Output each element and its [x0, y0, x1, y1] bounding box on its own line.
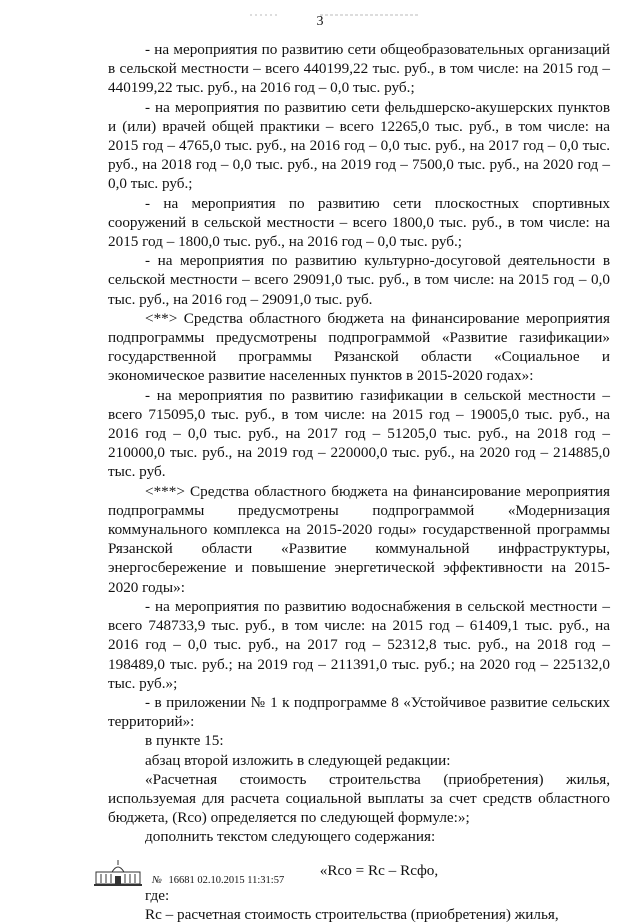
- paragraph-last-line: Rc – расчетная стоимость строительства (приобретения) жилья,: [145, 905, 559, 923]
- paragraph-calculated-cost: «Расчетная стоимость строительства (приобретения) жилья, используемая для расчета социальной выплаты за счет средств областного бюджета, (Rco) определяется по следующей формуле:»;: [108, 770, 610, 827]
- document-body: [108, 40, 610, 924]
- paragraph-second-abzac: абзац второй изложить в следующей редакции:: [145, 751, 451, 769]
- page-number: 3: [316, 14, 324, 29]
- paragraph-supplement: дополнить текстом следующего содержания:: [145, 828, 436, 846]
- paragraph-schools: - на мероприятия по развитию сети общеобразовательных организаций в сельской местности – всего 440199,22 тыс. руб., в том числе: на 2015 год – 440199,22 тыс. руб., на 2016 год – 0,0 тыс. руб.;: [108, 41, 610, 97]
- paragraph-appendix: - в приложении № 1 к подпрограмме 8 «Устойчивое развитие сельских территорий»:: [108, 693, 610, 731]
- paragraph-footnote-gas: <**> Средства областного бюджета на финансирование мероприятия подпрограммы предусмотрены подпрограммой «Развитие газификации» государственной программы Рязанской области «Социальное и экономическое развитие населенных пунктов в 2015-2020 годах»:: [108, 309, 610, 385]
- building-logo: [92, 858, 144, 893]
- footer: [92, 858, 284, 893]
- paragraph-medical-points: - на мероприятия по развитию сети фельдшерско-акушерских пунктов и (или) врачей общей практики – всего 12265,0 тыс. руб., в том числе: на 2015 год – 4765,0 тыс. руб., на 2016 год – 0,0 тыс. руб., на 2017 год – 0,0 тыс. руб., на 2018 год – 0,0 тыс. руб., на 2019 год – 7500,0 тыс. руб., на 2020 год – 0,0 тыс. руб.;: [108, 98, 610, 193]
- number-sign: №: [152, 875, 162, 886]
- registration-stamp: [152, 875, 284, 886]
- paragraph-water-supply: - на мероприятия по развитию водоснабжения в сельской местности – всего 748733,9 тыс. руб., в том числе: на 2015 год – 61409,1 тыс. руб., на 2016 год – 0,0 тыс. руб., на 2017 год – 52312,8 тыс. руб., на 2018 год – 198489,0 тыс. руб.; на 2019 год – 211391,0 тыс. руб.; на 2020 год – 225132,0 тыс. руб.»;: [108, 597, 610, 692]
- top-scan-marks: [250, 4, 460, 8]
- paragraph-item-15: в пункте 15:: [145, 732, 224, 750]
- formula: «Rco = Rc – Rcфо,: [319, 861, 439, 879]
- paragraph-culture: - на мероприятия по развитию культурно-досуговой деятельности в сельской местности – всего 29091,0 тыс. руб., в том числе: на 2015 год – 0,0 тыс. руб., на 2016 год – 29091,0 тыс. руб.: [108, 252, 610, 308]
- paragraph-sports: - на мероприятия по развитию сети плоскостных спортивных сооружений в сельской местности – всего 1800,0 тыс. руб., в том числе: на 2015 год – 1800,0 тыс. руб., на 2016 год – 0,0 тыс. руб.;: [108, 194, 610, 251]
- where-label: где:: [145, 886, 170, 904]
- registration-number: 16681 02.10.2015 11:31:57: [168, 875, 285, 886]
- paragraph-footnote-communal: <***> Средства областного бюджета на финансирование мероприятия подпрограммы предусмотрены подпрограммой «Модернизация коммунального комплекса на 2015-2020 годы» государственной программы Рязанской области «Развитие коммунальной инфраструктуры, энергосбережение и повышение энергетической эффективности на 2015-2020 годы»:: [108, 482, 610, 596]
- paragraph-gasification: - на мероприятия по развитию газификации в сельской местности – всего 715095,0 тыс. руб., в том числе: на 2015 год – 19005,0 тыс. руб., на 2016 год – 0,0 тыс. руб., на 2017 год – 51205,0 тыс. руб., на 2018 год – 210000,0 тыс. руб., на 2019 год – 220000,0 тыс. руб., на 2020 год – 214885,0 тыс. руб.: [108, 386, 610, 481]
